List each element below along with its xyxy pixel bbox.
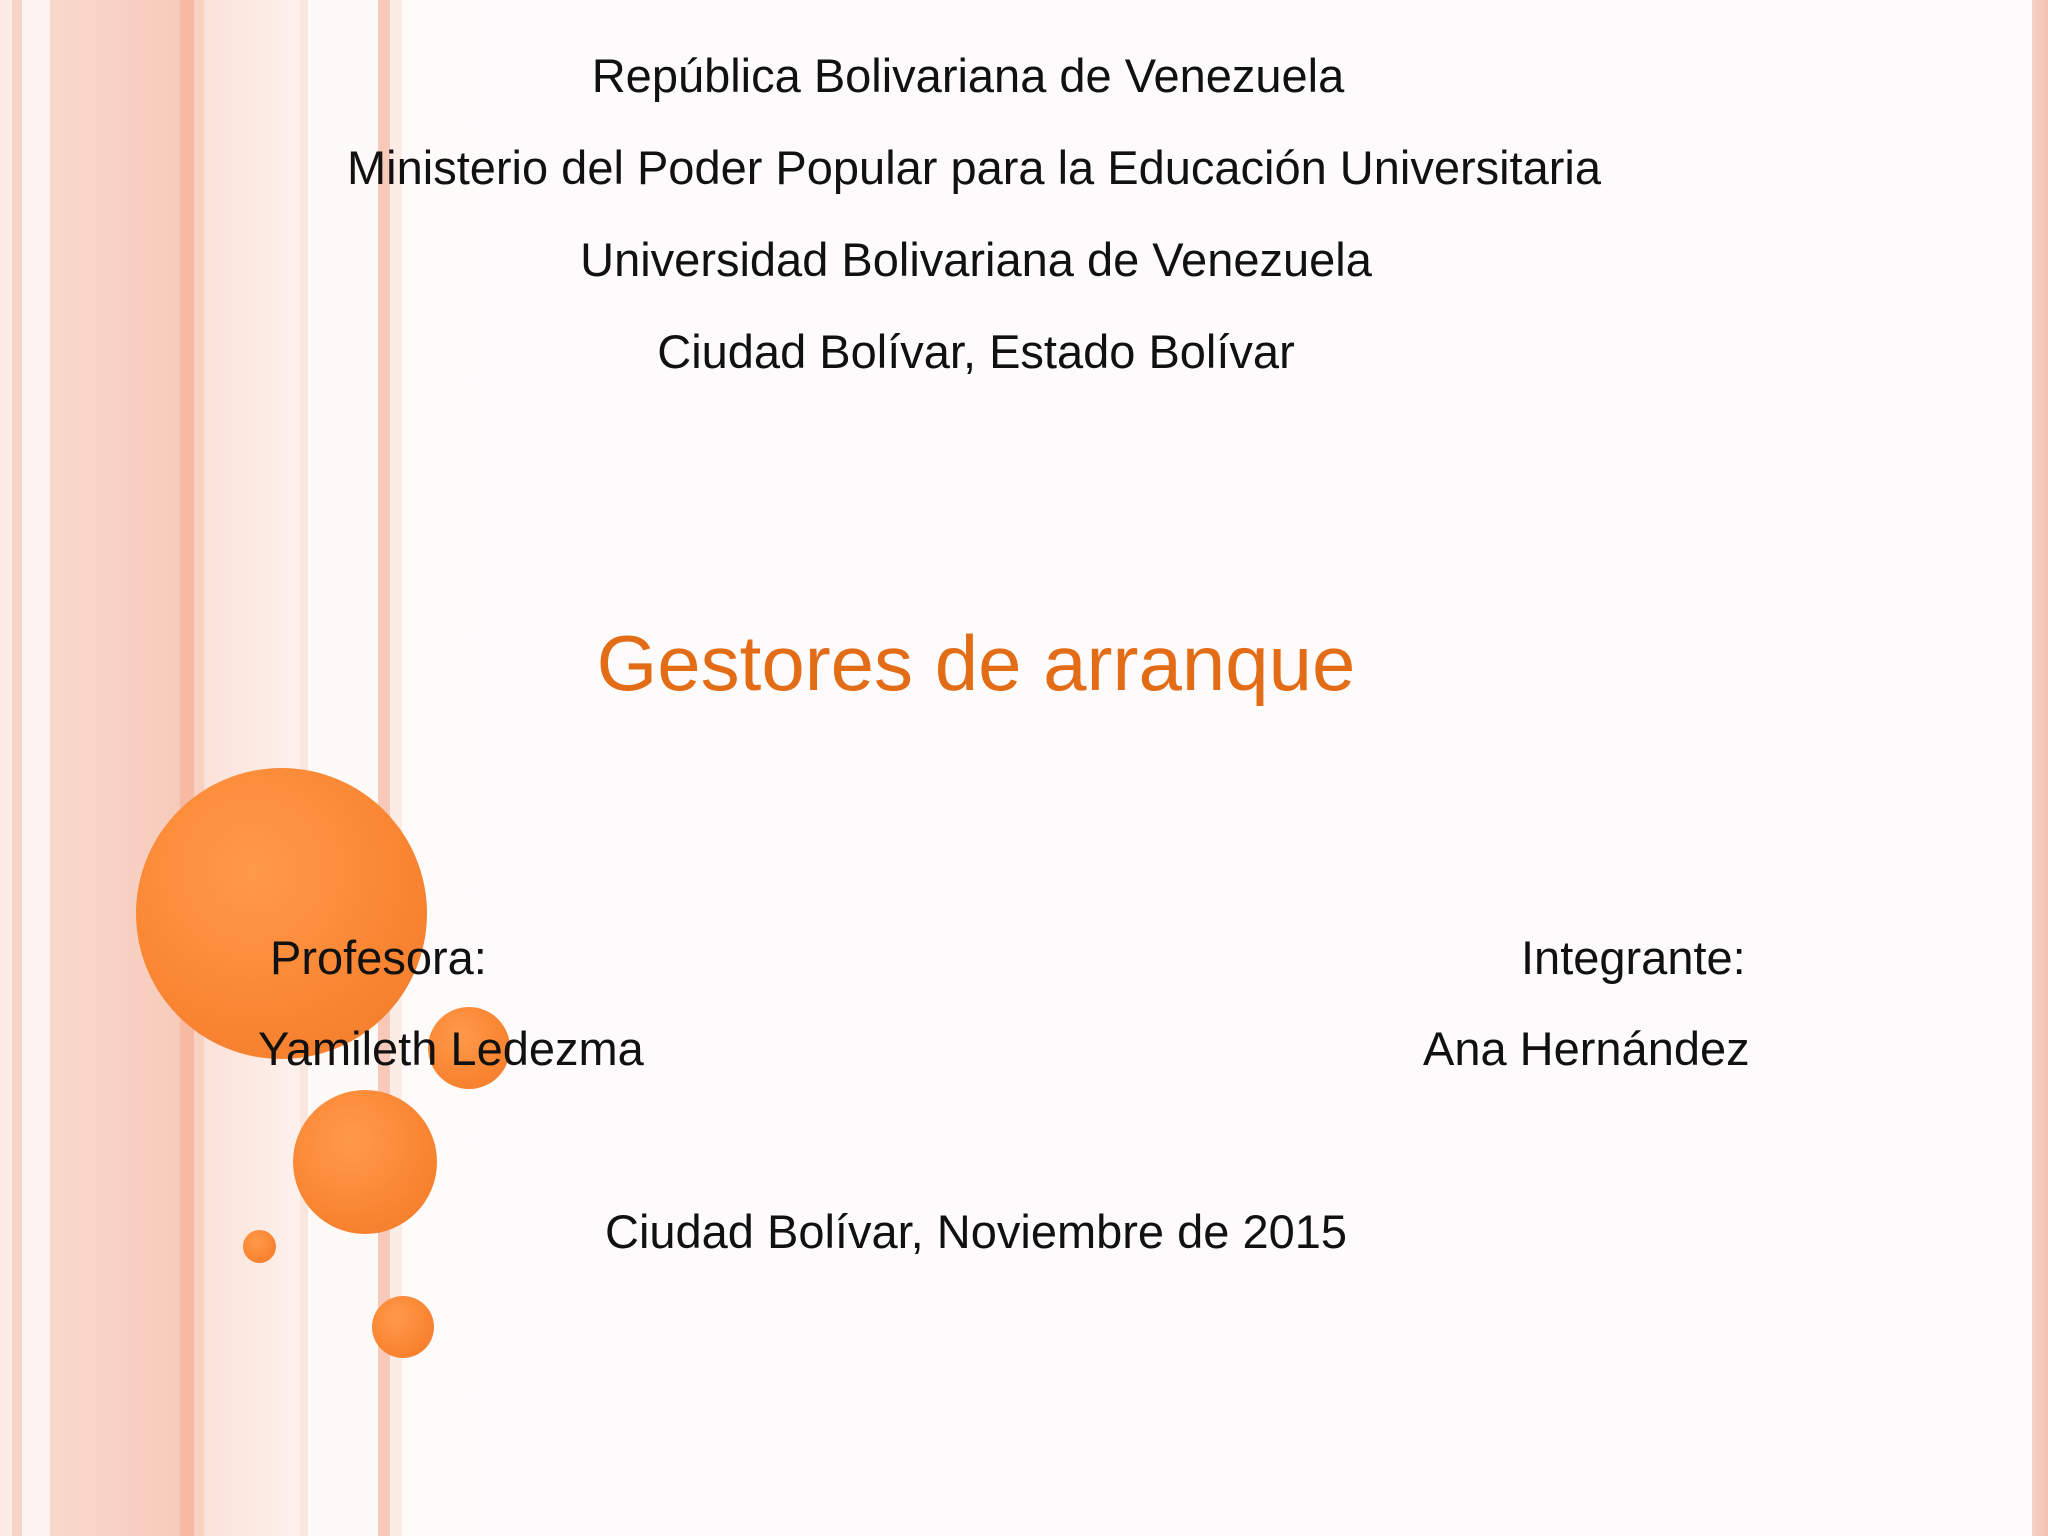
header-university: Universidad Bolivariana de Venezuela bbox=[580, 233, 1372, 286]
stripe-decor-5 bbox=[180, 0, 194, 1536]
member-label: Integrante: bbox=[1521, 931, 1746, 984]
member-name: Ana Hernández bbox=[1423, 1022, 1750, 1075]
professor-label: Profesora: bbox=[270, 931, 487, 984]
stripe-decor-6 bbox=[194, 0, 204, 1536]
stripe-decor-3 bbox=[22, 0, 50, 1536]
decor-circle-small-2 bbox=[372, 1296, 434, 1358]
header-republic: República Bolivariana de Venezuela bbox=[591, 49, 1345, 102]
right-edge-stripe bbox=[2032, 0, 2048, 1536]
decor-circle-large bbox=[136, 768, 427, 1059]
professor-name: Yamileth Ledezma bbox=[258, 1022, 644, 1075]
slide-title: Gestores de arranque bbox=[596, 619, 1356, 707]
stripe-decor-1 bbox=[0, 0, 12, 1536]
header-location: Ciudad Bolívar, Estado Bolívar bbox=[657, 325, 1295, 378]
stripe-decor-9 bbox=[308, 0, 378, 1536]
header-ministry: Ministerio del Poder Popular para la Educación Universitaria bbox=[347, 141, 1601, 194]
stripe-decor-8 bbox=[300, 0, 308, 1536]
stripe-decor-4 bbox=[50, 0, 180, 1536]
decor-circle-tiny bbox=[243, 1230, 276, 1263]
footer-place-date: Ciudad Bolívar, Noviembre de 2015 bbox=[605, 1205, 1347, 1258]
stripe-decor-2 bbox=[12, 0, 22, 1536]
